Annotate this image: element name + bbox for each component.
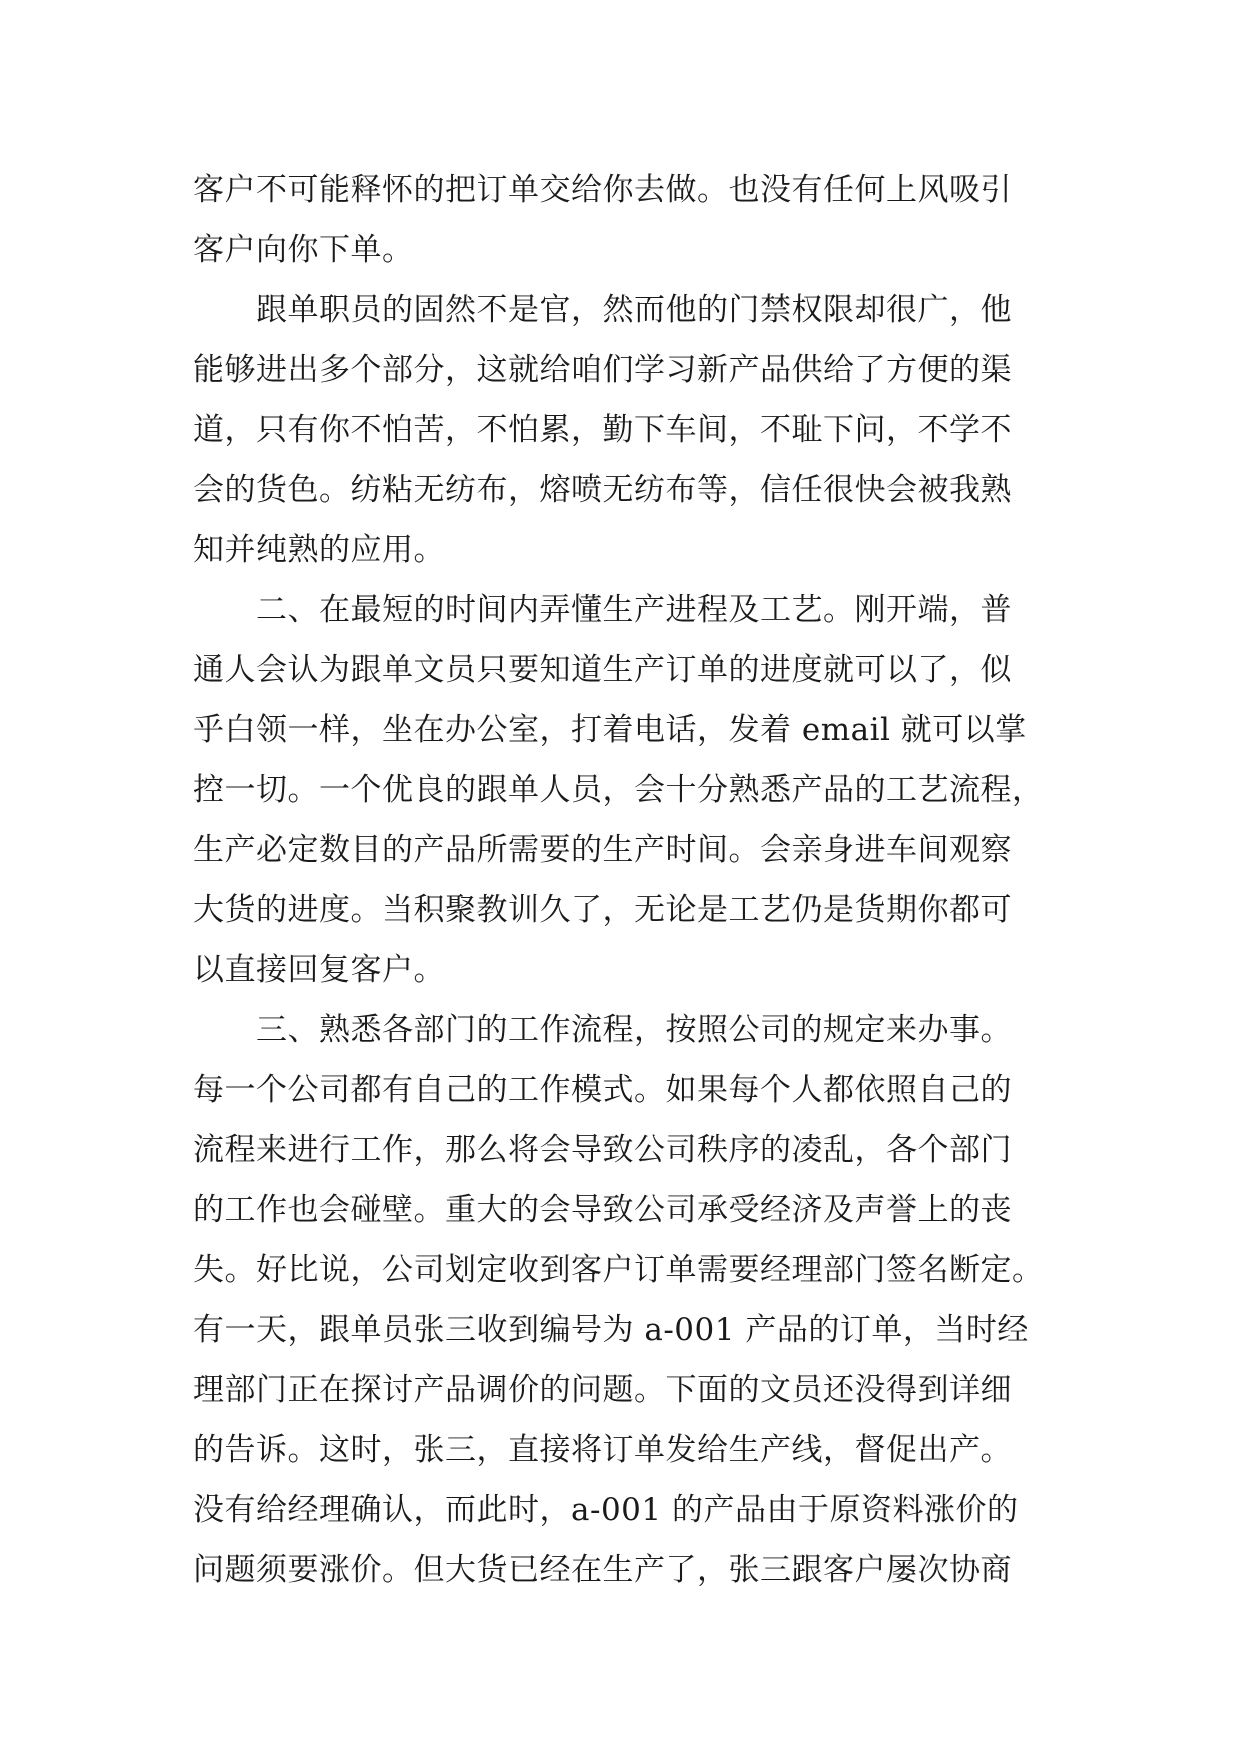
text-line: 道，只有你不怕苦，不怕累，勤下车间，不耻下问，不学不: [193, 412, 1012, 448]
text-line: 控一切。一个优良的跟单人员，会十分熟悉产品的工艺流程，: [193, 772, 1044, 808]
text-line: 失。好比说，公司划定收到客户订单需要经理部门签名断定。: [193, 1252, 1044, 1288]
text-line: 能够进出多个部分，这就给咱们学习新产品供给了方便的渠: [193, 352, 1012, 388]
text-line: 问题须要涨价。但大货已经在生产了，张三跟客户屡次协商: [193, 1552, 1012, 1588]
text-line: 以直接回复客户。: [193, 952, 445, 988]
text-line: 会的货色。纺粘无纺布，熔喷无纺布等，信任很快会被我熟: [193, 472, 1012, 508]
text-line: 通人会认为跟单文员只要知道生产订单的进度就可以了，似: [193, 652, 1012, 688]
text-line: 理部门正在探讨产品调价的问题。下面的文员还没得到详细: [193, 1372, 1012, 1408]
text-line: 流程来进行工作，那么将会导致公司秩序的凌乱，各个部门: [193, 1132, 1012, 1168]
text-line: 大货的进度。当积聚教训久了，无论是工艺仍是货期你都可: [193, 892, 1012, 928]
text-line: 没有给经理确认，而此时，a-001 的产品由于原资料涨价的: [193, 1492, 1019, 1528]
text-line: 的告诉。这时，张三，直接将订单发给生产线，督促出产。: [193, 1432, 1012, 1468]
text-line: 每一个公司都有自己的工作模式。如果每个人都依照自己的: [193, 1072, 1012, 1108]
body-text: [193, 160, 1053, 1600]
text-line: 生产必定数目的产品所需要的生产时间。会亲身进车间观察: [193, 832, 1012, 868]
text-line: 知并纯熟的应用。: [193, 532, 445, 568]
text-line: 跟单职员的固然不是官，然而他的门禁权限却很广，他: [193, 292, 1012, 328]
text-line: 二、在最短的时间内弄懂生产进程及工艺。刚开端，普: [193, 592, 1012, 628]
text-line: 客户不可能释怀的把订单交给你去做。也没有任何上风吸引: [193, 172, 1012, 208]
text-line: 有一天，跟单员张三收到编号为 a-001 产品的订单，当时经: [193, 1312, 1029, 1348]
text-line: 三、熟悉各部门的工作流程，按照公司的规定来办事。: [193, 1012, 1012, 1048]
text-line: 的工作也会碰壁。重大的会导致公司承受经济及声誉上的丧: [193, 1192, 1012, 1228]
text-line: 客户向你下单。: [193, 232, 414, 268]
text-line: 乎白领一样，坐在办公室，打着电话，发着 email 就可以掌: [193, 712, 1027, 748]
